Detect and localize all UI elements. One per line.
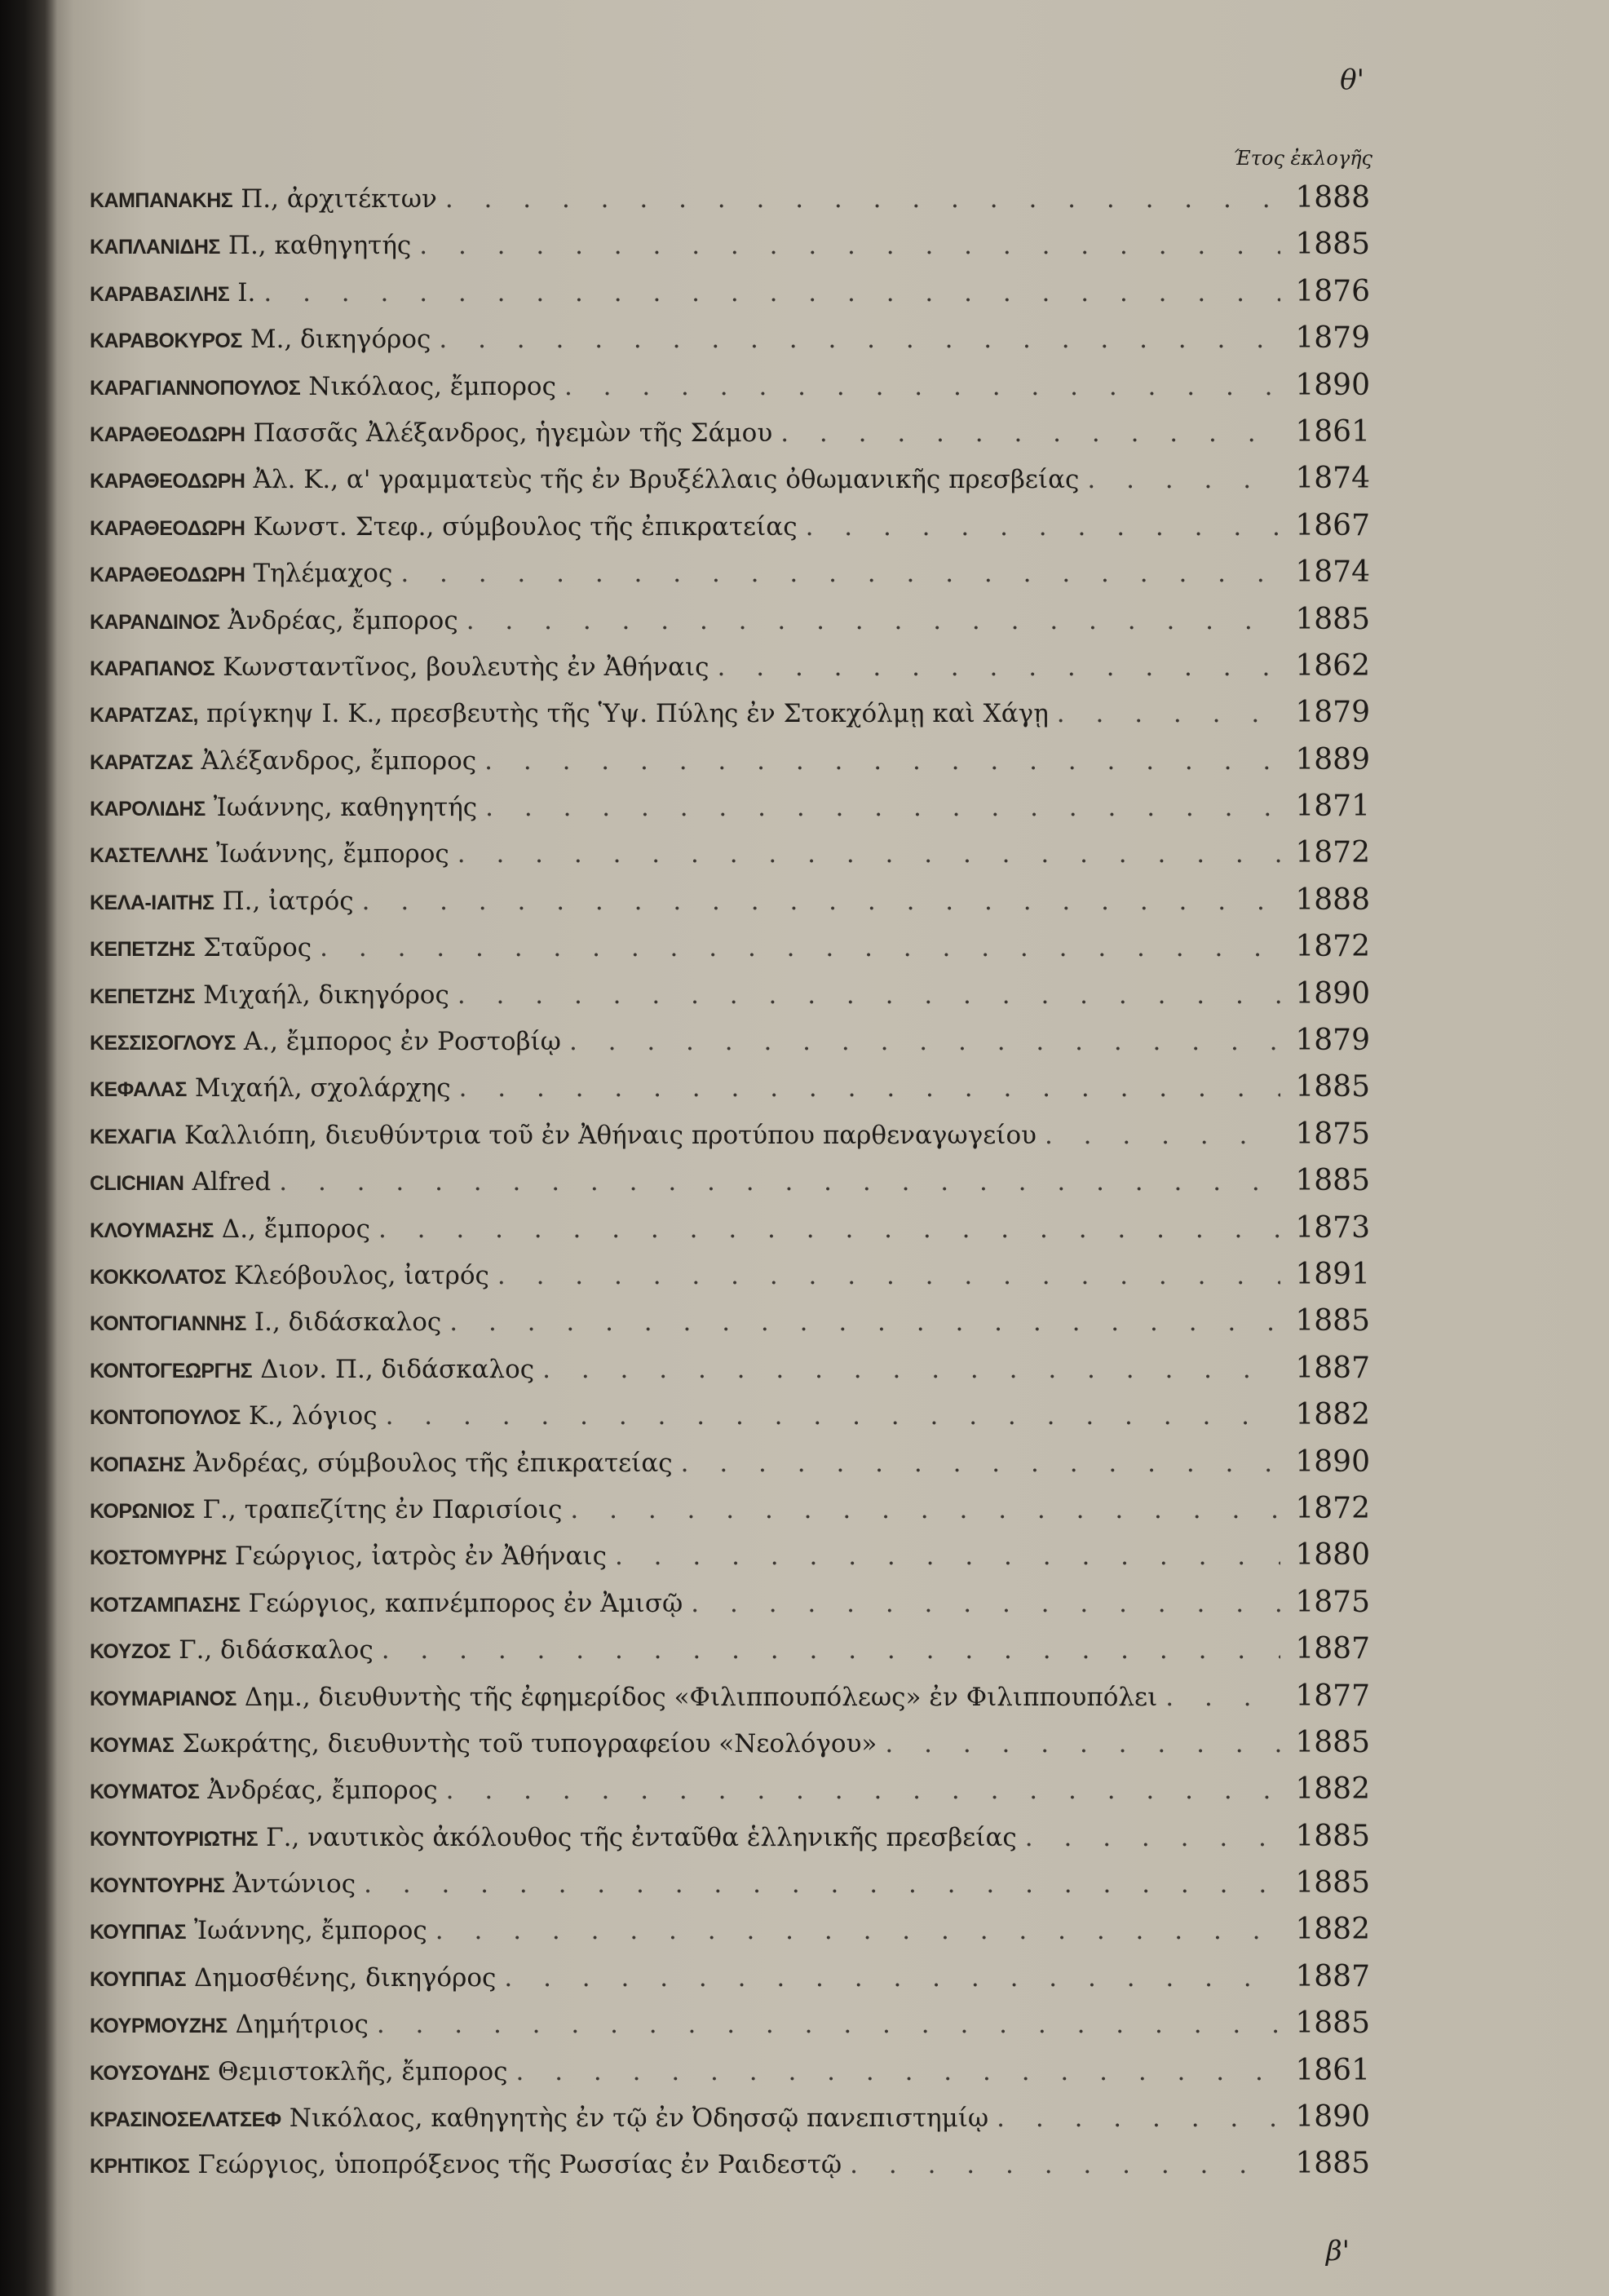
entry-description: Νικόλαος, ἔμπορος (308, 371, 556, 401)
entry-year: 1890 (1295, 976, 1370, 1011)
entry-year: 1885 (1295, 1164, 1370, 1198)
entry-surname: ΚΕΦΑΛΑΣ (90, 1078, 187, 1102)
entry-year: 1887 (1295, 1632, 1370, 1666)
dot-leader (1087, 465, 1280, 494)
dot-leader (691, 1589, 1280, 1618)
dot-leader (780, 418, 1280, 448)
entry-year: 1885 (1295, 228, 1370, 262)
entry-description: Μιχαήλ, δικηγόρος (203, 980, 449, 1010)
entry-description: Γ., τραπεζίτης ἐν Παρισίοις (202, 1494, 563, 1524)
list-item (90, 883, 1370, 930)
entry-description: Ἀλέξανδρος, ἔμπορος (201, 745, 477, 776)
list-item (90, 2006, 1370, 2053)
entry-surname: ΚΑΡΑΘΕΟΔΩΡΗ (90, 564, 245, 587)
list-item (90, 2147, 1370, 2193)
entry-year: 1872 (1295, 1491, 1370, 1525)
entry-surname: ΚΑΜΠΑΝΑΚΗΣ (90, 189, 233, 212)
dot-leader (377, 2010, 1280, 2039)
entry-surname: ΚΡΑΣΙΝΟΣΕΛΑΤΣΕΦ (90, 2108, 281, 2132)
entry-surname: ΚΟΥΜΑΣ (90, 1733, 175, 1757)
list-item (90, 1258, 1370, 1304)
dot-leader (279, 1167, 1280, 1197)
entry-description: Κωνστ. Στεφ., σύμβουλος τῆς ἐπικρατείας (253, 511, 798, 542)
list-item (90, 1117, 1370, 1164)
list-item (90, 275, 1370, 321)
entry-description: Νικόλαος, καθηγητὴς ἐν τῷ ἐν Ὀδησσῷ πανεπιστημίῳ (289, 2104, 989, 2134)
entry-surname: ΚΟΥΠΠΑΣ (90, 1967, 186, 1991)
entry-description: Κωνσταντῖνος, βουλευτὴς ἐν Ἀθήναις (223, 652, 709, 682)
entry-description: Κ., λόγιος (248, 1401, 378, 1431)
entry-surname: ΚΛΟΥΜΑΣΗΣ (90, 1219, 214, 1242)
dot-leader (564, 372, 1280, 401)
entry-year: 1874 (1295, 555, 1370, 590)
year-column-header: Έτος ἐκλογῆς (1233, 147, 1373, 170)
entry-surname: ΚΟΝΤΟΓΙΑΝΝΗΣ (90, 1312, 246, 1336)
entry-surname: ΚΟΥΠΠΑΣ (90, 1921, 186, 1944)
entry-description: Ἀνδρέας, ἔμπορος (207, 1776, 438, 1806)
list-item (90, 1632, 1370, 1679)
dot-leader (516, 2057, 1280, 2086)
list-item (90, 743, 1370, 790)
entry-year: 1879 (1295, 696, 1370, 730)
entry-description: Ἀντώνιος (232, 1869, 356, 1900)
dot-leader (615, 1542, 1280, 1571)
entry-surname: ΚΑΡΑΤΖΑΣ (90, 750, 193, 774)
list-item (90, 1024, 1370, 1070)
entry-surname: ΚΟΥΡΜΟΥΖΗΣ (90, 2015, 228, 2038)
dot-leader (484, 746, 1280, 776)
entry-year: 1877 (1295, 1679, 1370, 1713)
dot-leader (569, 1027, 1280, 1056)
entry-surname: ΚΟΚΚΟΛΑΤΟΣ (90, 1265, 227, 1289)
list-item (90, 930, 1370, 976)
signature-mark: β' (1325, 2235, 1350, 2267)
entry-year: 1880 (1295, 1538, 1370, 1573)
dot-leader (850, 2150, 1280, 2179)
entry-year: 1872 (1295, 930, 1370, 964)
entry-year: 1887 (1295, 1351, 1370, 1385)
list-item (90, 1679, 1370, 1726)
entry-surname: ΚΟΠΑΣΗΣ (90, 1453, 186, 1476)
entry-year: 1862 (1295, 648, 1370, 683)
entry-surname: ΚΟΣΤΟΜΥΡΗΣ (90, 1546, 227, 1570)
entry-year: 1891 (1295, 1257, 1370, 1291)
entry-description: Δημ., διευθυντὴς τῆς ἐφημερίδος «Φιλιππουπόλεως» ἐν Φιλιππουπόλει (244, 1682, 1158, 1712)
entry-surname: ΚΟΥΜΑΡΙΑΝΟΣ (90, 1687, 236, 1710)
list-item (90, 790, 1370, 836)
entry-year: 1885 (1295, 1819, 1370, 1853)
entry-year: 1861 (1295, 414, 1370, 449)
dot-leader (497, 1261, 1280, 1290)
dot-leader (718, 653, 1280, 682)
entry-surname: ΚΑΡΑΝΔΙΝΟΣ (90, 610, 220, 634)
dot-leader (466, 606, 1280, 635)
list-item (90, 228, 1370, 274)
entry-description: Γεώργιος, ἰατρὸς ἐν Ἀθήναις (234, 1542, 607, 1572)
entry-surname: ΚΟΥΣΟΥΔΗΣ (90, 2061, 210, 2085)
entry-year: 1888 (1295, 883, 1370, 917)
list-item (90, 1913, 1370, 1959)
entry-year: 1872 (1295, 836, 1370, 870)
entry-year: 1885 (1295, 1866, 1370, 1900)
binding-gutter (0, 0, 57, 2296)
entry-year: 1873 (1295, 1210, 1370, 1245)
entry-description: Σταῦρος (203, 933, 312, 963)
entry-description: Ἰωάννης, καθηγητής (213, 793, 478, 823)
list-item (90, 321, 1370, 368)
entry-description: Ἰωάννης, ἔμπορος (194, 1916, 427, 1946)
dot-leader (400, 559, 1280, 588)
entry-description: Θεμιστοκλῆς, ἔμπορος (218, 2056, 508, 2086)
list-item (90, 1772, 1370, 1819)
entry-year: 1861 (1295, 2053, 1370, 2087)
dot-leader (445, 184, 1280, 214)
entry-description: Ἰωάννης, ἔμπορος (215, 839, 449, 869)
entry-year: 1889 (1295, 742, 1370, 776)
entry-year: 1876 (1295, 274, 1370, 308)
entry-description: Ι. (237, 277, 256, 307)
dot-leader (504, 1963, 1280, 1993)
entry-year: 1882 (1295, 1913, 1370, 1947)
entry-description: Διον. Π., διδάσκαλος (260, 1354, 535, 1384)
entry-surname: ΚΑΣΤΕΛΛΗΣ (90, 844, 208, 868)
dot-leader (439, 325, 1280, 354)
dot-leader (1025, 1823, 1280, 1852)
entry-surname: ΚΑΡΑΠΑΝΟΣ (90, 657, 215, 680)
list-item (90, 696, 1370, 742)
dot-leader (1045, 1121, 1280, 1150)
entry-surname: ΚΟΡΩΝΙΟΣ (90, 1499, 195, 1523)
entry-description: Alfred (192, 1167, 272, 1197)
list-item (90, 2100, 1370, 2147)
dot-leader (362, 887, 1280, 916)
list-item (90, 1726, 1370, 1772)
dot-leader (378, 1214, 1280, 1244)
entry-description: Γ., ναυτικὸς ἀκόλουθος τῆς ἐνταῦθα ἑλληνικῆς πρεσβείας (266, 1822, 1017, 1852)
list-item (90, 509, 1370, 555)
entry-description: Γεώργιος, καπνέμπορος ἐν Ἀμισῷ (248, 1588, 683, 1618)
entry-surname: ΚΑΡΑΤΖΑΣ, (90, 704, 198, 728)
entry-description: Τηλέμαχος (253, 559, 393, 589)
entry-description: Μιχαήλ, σχολάρχης (194, 1073, 451, 1104)
dot-leader (885, 1729, 1280, 1758)
member-list (90, 181, 1370, 2194)
entry-surname: ΚΑΠΛΑΝΙΔΗΣ (90, 236, 220, 259)
dot-leader (542, 1355, 1280, 1384)
list-item (90, 603, 1370, 649)
dot-leader (364, 1869, 1280, 1899)
entry-year: 1882 (1295, 1772, 1370, 1807)
entry-surname: ΚΑΡΑΘΕΟΔΩΡΗ (90, 470, 245, 493)
list-item (90, 1960, 1370, 2006)
entry-description: Σωκράτης, διευθυντὴς τοῦ τυπογραφείου «Νεολόγου» (182, 1728, 877, 1758)
entry-description: Ἀνδρέας, ἔμπορος (228, 605, 458, 635)
entry-year: 1885 (1295, 2147, 1370, 2181)
list-item (90, 1445, 1370, 1492)
entry-description: πρίγκηψ Ι. Κ., πρεσβευτὴς τῆς Ὑψ. Πύλης ἐν Στοκχόλμῃ καὶ Χάγῃ (206, 699, 1049, 729)
dot-leader (459, 1073, 1280, 1103)
entry-surname: ΚΕΛΑ-ΙΑΙΤΗΣ (90, 891, 214, 914)
list-item (90, 1492, 1370, 1538)
entry-year: 1885 (1295, 602, 1370, 636)
entry-surname: ΚΟΥΝΤΟΥΡΙΩΤΗΣ (90, 1827, 259, 1851)
list-item (90, 649, 1370, 696)
entry-year: 1882 (1295, 1398, 1370, 1432)
entry-surname: ΚΟΥΝΤΟΥΡΗΣ (90, 1874, 225, 1898)
entry-year: 1879 (1295, 1024, 1370, 1058)
list-item (90, 2054, 1370, 2100)
entry-year: 1871 (1295, 790, 1370, 824)
entry-year: 1888 (1295, 181, 1370, 215)
dot-leader (449, 1307, 1280, 1337)
entry-description: Δ., ἔμπορος (221, 1214, 370, 1244)
entry-year: 1879 (1295, 321, 1370, 356)
entry-year: 1887 (1295, 1959, 1370, 1993)
list-item (90, 415, 1370, 462)
list-item (90, 1820, 1370, 1866)
entry-year: 1874 (1295, 462, 1370, 496)
entry-description: Καλλιόπη, διευθύντρια τοῦ ἐν Ἀθήναις προτύπου παρθεναγωγείου (184, 1120, 1037, 1150)
entry-year: 1875 (1295, 1117, 1370, 1151)
dot-leader (1057, 699, 1280, 728)
list-item (90, 555, 1370, 602)
dot-leader (320, 933, 1280, 962)
list-item (90, 1070, 1370, 1117)
list-item (90, 462, 1370, 508)
dot-leader (997, 2104, 1280, 2133)
list-item (90, 1304, 1370, 1351)
dot-leader (681, 1449, 1280, 1478)
list-item (90, 1398, 1370, 1444)
dot-leader (386, 1401, 1280, 1431)
entry-surname: ΚΟΥΖΟΣ (90, 1640, 171, 1664)
entry-surname: ΚΑΡΑΒΟΚΥΡΟΣ (90, 330, 242, 353)
dot-leader (458, 839, 1280, 869)
page-number: θ' (1340, 64, 1364, 96)
entry-year: 1890 (1295, 368, 1370, 402)
list-item (90, 1351, 1370, 1398)
list-item (90, 1538, 1370, 1585)
entry-year: 1885 (1295, 2006, 1370, 2041)
list-item (90, 836, 1370, 883)
entry-description: Π., ἰατρός (222, 886, 354, 916)
entry-description: Ι., διδάσκαλος (254, 1307, 442, 1338)
entry-year: 1885 (1295, 1304, 1370, 1338)
entry-surname: ΚΑΡΑΘΕΟΔΩΡΗ (90, 516, 245, 540)
entry-surname: ΚΑΡΟΛΙΔΗΣ (90, 798, 206, 821)
entry-year: 1885 (1295, 1070, 1370, 1104)
entry-year: 1867 (1295, 508, 1370, 542)
entry-year: 1890 (1295, 2100, 1370, 2135)
entry-surname: ΚΕΠΕΤΖΗΣ (90, 984, 196, 1008)
list-item (90, 181, 1370, 228)
dot-leader (570, 1495, 1280, 1524)
dot-leader (419, 231, 1280, 260)
entry-description: Γεώργιος, ὑποπρόξενος τῆς Ρωσσίας ἐν Ραιδεστῷ (197, 2150, 842, 2180)
entry-description: Π., καθηγητής (228, 231, 412, 261)
entry-description: Κλεόβουλος, ἰατρός (234, 1260, 489, 1290)
list-item (90, 1211, 1370, 1258)
entry-description: Π., ἀρχιτέκτων (241, 184, 437, 214)
dot-leader (806, 512, 1280, 542)
dot-leader (1165, 1683, 1280, 1712)
entry-description: Ἀλ. Κ., α' γραμματεὺς τῆς ἐν Βρυξέλλαις ὀθωμανικῆς πρεσβείας (253, 465, 1080, 495)
list-item (90, 1586, 1370, 1632)
list-item (90, 1164, 1370, 1210)
list-item (90, 1866, 1370, 1913)
list-item (90, 369, 1370, 415)
entry-surname: CLICHIAN (90, 1172, 184, 1196)
entry-description: Μ., δικηγόρος (250, 325, 431, 355)
entry-surname: ΚΟΤΖΑΜΠΑΣΗΣ (90, 1593, 241, 1617)
entry-year: 1890 (1295, 1444, 1370, 1479)
entry-surname: ΚΟΥΜΑΤΟΣ (90, 1781, 200, 1804)
dot-leader (263, 278, 1280, 307)
entry-description: Α., ἔμπορος ἐν Ροστοβίῳ (243, 1027, 561, 1057)
list-item (90, 977, 1370, 1024)
entry-surname: ΚΟΝΤΟΓΕΩΡΓΗΣ (90, 1359, 253, 1382)
entry-description: Ἀνδρέας, σύμβουλος τῆς ἐπικρατείας (193, 1448, 673, 1478)
dot-leader (458, 980, 1280, 1010)
dot-leader (435, 1916, 1280, 1945)
entry-surname: ΚΕΧΑΓΙΑ (90, 1125, 176, 1148)
entry-year: 1875 (1295, 1585, 1370, 1619)
entry-surname: ΚΑΡΑΘΕΟΔΩΡΗ (90, 422, 245, 446)
dot-leader (446, 1776, 1280, 1805)
entry-surname: ΚΕΠΕΤΖΗΣ (90, 938, 196, 962)
entry-description: Πασσᾶς Ἀλέξανδρος, ἡγεμὼν τῆς Σάμου (253, 418, 773, 448)
entry-surname: ΚΑΡΑΓΙΑΝΝΟΠΟΥΛΟΣ (90, 376, 301, 400)
entry-surname: ΚΟΝΤΟΠΟΥΛΟΣ (90, 1406, 241, 1430)
entry-description: Γ., διδάσκαλος (179, 1635, 374, 1666)
entry-surname: ΚΕΣΣΙΣΟΓΛΟΥΣ (90, 1032, 236, 1055)
entry-description: Δημήτριος (235, 2010, 369, 2040)
entry-surname: ΚΑΡΑΒΑΣΙΛΗΣ (90, 282, 230, 306)
dot-leader (382, 1635, 1280, 1665)
entry-year: 1885 (1295, 1725, 1370, 1759)
entry-description: Δημοσθένης, δικηγόρος (194, 1962, 497, 1993)
entry-surname: ΚΡΗΤΙΚΟΣ (90, 2155, 190, 2179)
dot-leader (485, 793, 1280, 822)
